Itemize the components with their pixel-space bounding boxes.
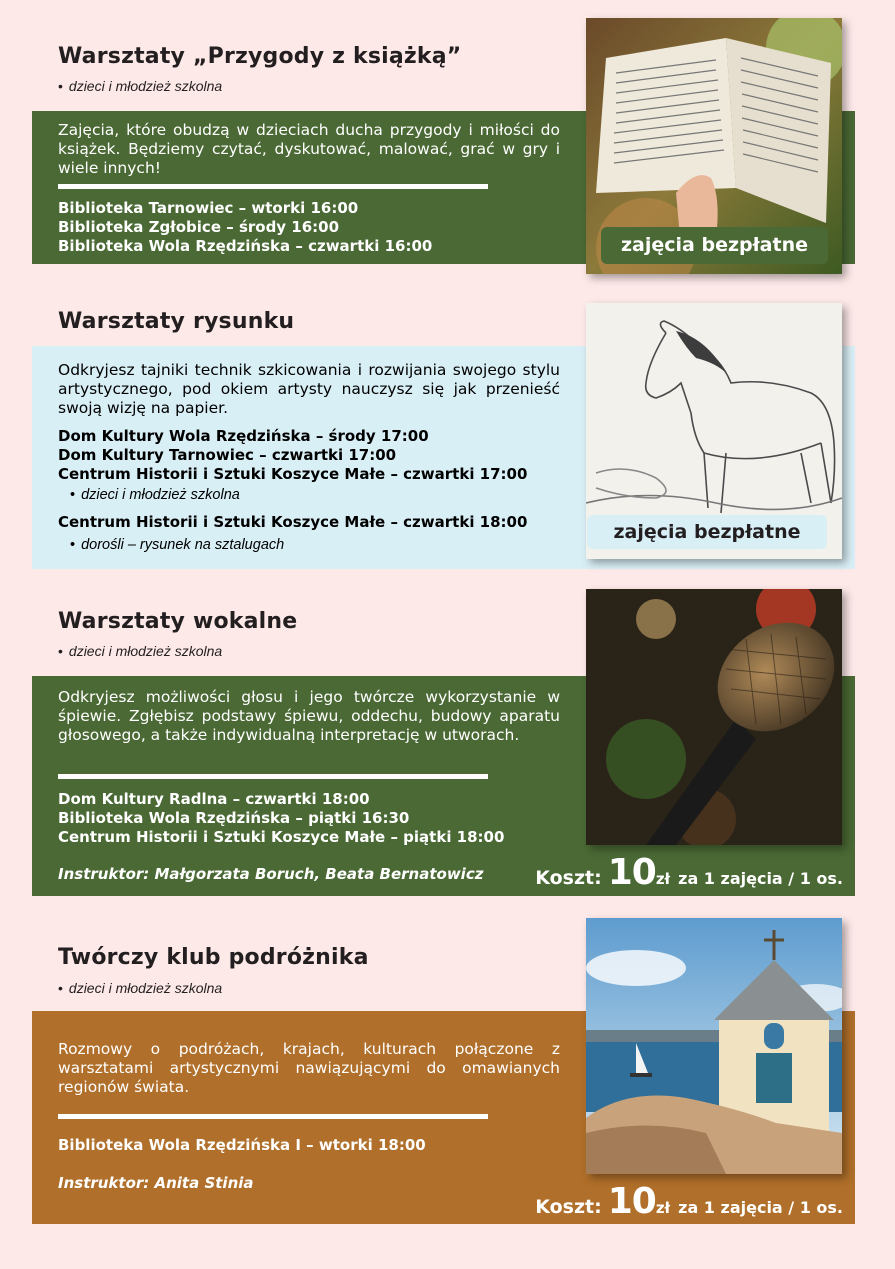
section-title-travel: Twórczy klub podróżnika [58, 945, 369, 970]
free-badge-drawing: zajęcia bezpłatne [587, 515, 827, 549]
cost-vocal [535, 852, 843, 893]
cost-currency: zł [655, 1199, 671, 1217]
microphone-photo [586, 589, 842, 845]
instructor-vocal: Instruktor: Małgorzata Boruch, Beata Bernatowicz [58, 865, 484, 883]
cost-travel [535, 1181, 843, 1222]
venues-books [58, 199, 432, 256]
chapel-seaside-photo [586, 918, 842, 1174]
cost-amount: 10 [607, 852, 656, 893]
divider-books [58, 184, 488, 189]
cost-per: za 1 zajęcia / 1 os. [678, 869, 843, 888]
divider-travel [58, 1114, 488, 1119]
audience-drawing-adults: • dorośli – rysunek na sztalugach [70, 537, 284, 553]
audience-books: • dzieci i młodzież szkolna [58, 78, 222, 94]
description-travel: Rozmowy o podróżach, krajach, kulturach połączone z warsztatami artystycznymi nawiązującymi do omawianych regionów świata. [58, 1040, 560, 1096]
venues-drawing [58, 427, 527, 484]
cost-per: za 1 zajęcia / 1 os. [678, 1198, 843, 1217]
cost-label: Koszt: [535, 1196, 602, 1218]
venue-drawing-adults [58, 513, 527, 532]
description-vocal: Odkryjesz możliwości głosu i jego twórcze wykorzystanie w śpiewie. Zgłębisz podstawy śpiewu, oddechu, budowy aparatu głosowego, a także indywidualną interpretację w utworach. [58, 688, 560, 744]
venues-vocal [58, 790, 504, 847]
venue-item: Dom Kultury Radlna – czwartki 18:00 [58, 790, 370, 808]
venue-item: Dom Kultury Tarnowiec – czwartki 17:00 [58, 446, 397, 464]
venue-item: Centrum Historii i Sztuki Koszyce Małe – czwartki 18:00 [58, 513, 528, 531]
cost-amount: 10 [607, 1181, 656, 1222]
venue-item: Biblioteka Wola Rzędzińska I – wtorki 18:00 [58, 1136, 426, 1154]
free-badge-books: zajęcia bezpłatne [601, 227, 828, 264]
description-books: Zajęcia, które obudzą w dzieciach ducha przygody i miłości do książek. Będziemy czytać, dyskutować, malować, grać w gry i wiele innych! [58, 121, 560, 177]
divider-vocal [58, 774, 488, 779]
venue-item: Centrum Historii i Sztuki Koszyce Małe – piątki 18:00 [58, 828, 505, 846]
section-title-drawing: Warsztaty rysunku [58, 309, 295, 334]
section-title-books: Warsztaty „Przygody z książką” [58, 44, 462, 69]
cost-label: Koszt: [535, 867, 602, 889]
section-title-vocal: Warsztaty wokalne [58, 609, 298, 634]
instructor-travel: Instruktor: Anita Stinia [58, 1174, 254, 1192]
venue-item: Biblioteka Tarnowiec – wtorki 16:00 [58, 199, 359, 217]
cost-currency: zł [655, 870, 671, 888]
venue-item: Dom Kultury Wola Rzędzińska – środy 17:00 [58, 427, 429, 445]
venue-item: Biblioteka Wola Rzędzińska – czwartki 16:00 [58, 237, 433, 255]
venue-item: Biblioteka Zgłobice – środy 16:00 [58, 218, 340, 236]
audience-travel: • dzieci i młodzież szkolna [58, 980, 222, 996]
description-drawing: Odkryjesz tajniki technik szkicowania i rozwijania swojego stylu artystycznego, pod okiem artysty nauczysz się jak przenieść swoją wizję na papier. [58, 361, 560, 417]
venue-item: Biblioteka Wola Rzędzińska – piątki 16:30 [58, 809, 410, 827]
venues-travel [58, 1136, 426, 1155]
venue-item: Centrum Historii i Sztuki Koszyce Małe – czwartki 17:00 [58, 465, 528, 483]
audience-vocal: • dzieci i młodzież szkolna [58, 643, 222, 659]
audience-drawing-kids: • dzieci i młodzież szkolna [70, 487, 240, 503]
